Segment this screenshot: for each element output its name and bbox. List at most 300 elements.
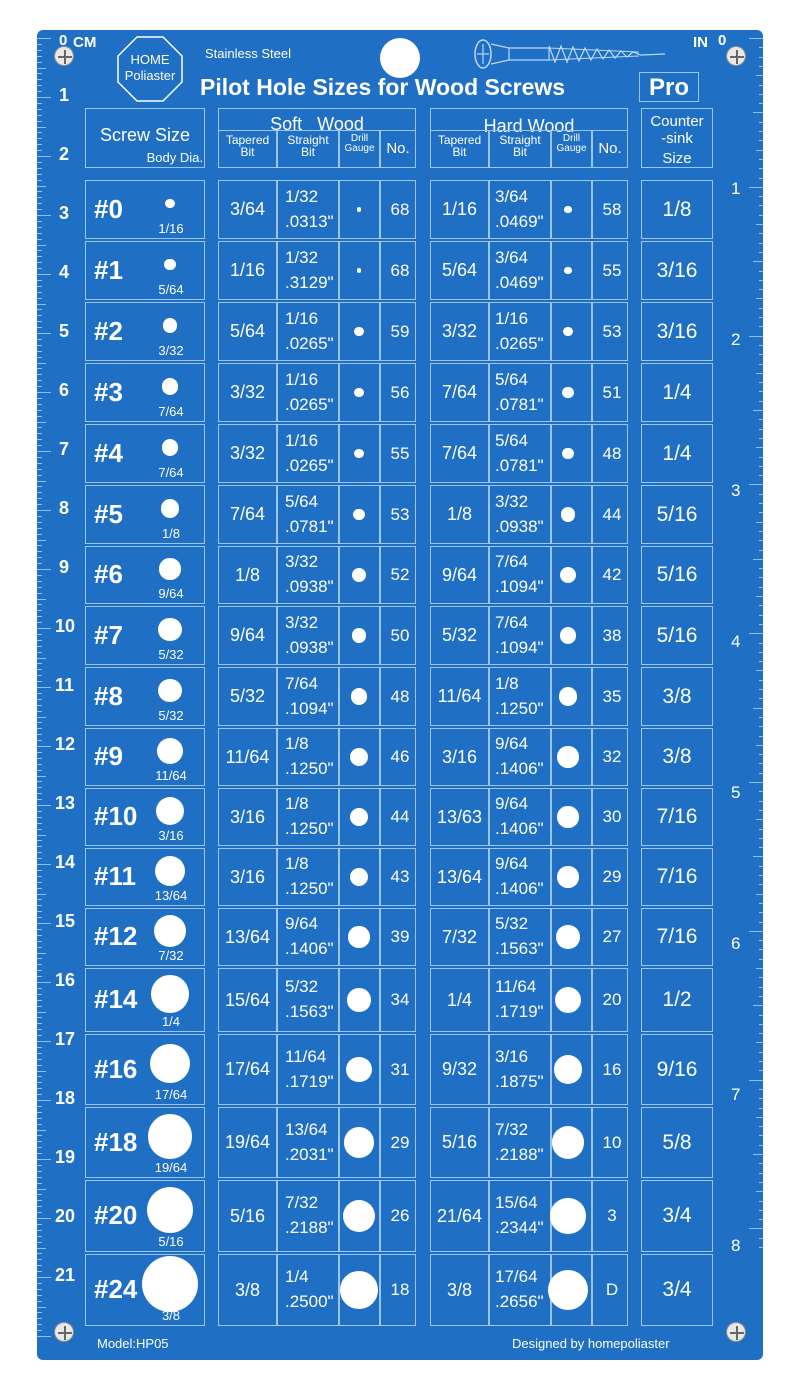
hard-straight-fraction: 5/32	[495, 914, 529, 933]
soft-tapered-value: 3/32	[229, 443, 266, 463]
cm-tick	[37, 746, 51, 747]
body-dia-hole	[158, 679, 181, 702]
countersink-value: 3/8	[662, 684, 692, 708]
cm-tick	[37, 557, 42, 558]
cm-tick	[37, 115, 42, 116]
cm-tick	[37, 162, 42, 163]
cm-tick	[37, 840, 42, 841]
body-dia-label: 3/16	[158, 828, 184, 843]
cm-tick	[37, 398, 42, 399]
cm-tick	[37, 1006, 42, 1007]
inch-tick	[759, 689, 763, 690]
soft-tapered-value: 3/16	[229, 806, 266, 827]
hard-tapered-value: 3/16	[441, 746, 478, 767]
inch-number: 6	[731, 934, 741, 953]
inch-number: 4	[731, 632, 741, 651]
hard-straight-fraction: 3/64	[495, 247, 529, 267]
inch-tick	[759, 577, 763, 578]
body-dia-label: 13/64	[154, 888, 188, 903]
inch-number: 8	[731, 1236, 741, 1255]
inch-tick	[759, 419, 763, 420]
soft-straight-fraction: 1/16	[285, 369, 319, 389]
soft-straight-decimal: .0781"	[285, 516, 334, 536]
inch-tick	[759, 884, 763, 885]
screw-size-label: #9	[94, 741, 123, 771]
soft-tapered-value: 3/32	[229, 382, 266, 402]
hard-straight-decimal: .1094"	[495, 637, 544, 657]
cm-tick	[37, 740, 42, 741]
inch-tick	[759, 977, 763, 978]
header-counter2: -sink	[661, 130, 693, 147]
cm-tick	[37, 958, 42, 959]
inch-tick	[759, 1135, 763, 1136]
screw-icon	[54, 1322, 74, 1342]
hard-straight-decimal: .1875"	[495, 1071, 544, 1091]
body-dia-label: 11/64	[155, 768, 187, 783]
screw-size-label: #7	[94, 619, 123, 650]
inch-tick	[759, 122, 763, 123]
soft-tapered-value: 7/64	[229, 504, 266, 524]
cm-tick	[37, 339, 42, 340]
cm-number: 19	[55, 1147, 76, 1167]
inch-tick	[753, 856, 763, 857]
cm-tick	[37, 876, 42, 877]
hard-straight-fraction: 5/64	[495, 430, 529, 450]
hard-drill-hole	[555, 987, 581, 1013]
inch-tick	[749, 782, 763, 783]
cm-number: 8	[59, 498, 70, 518]
cm-tick	[37, 728, 42, 729]
body-dia-label: 7/32	[158, 948, 184, 963]
cm-tick	[37, 923, 51, 924]
cm-number: 11	[55, 675, 75, 695]
cm-number: 13	[55, 793, 76, 813]
soft-gauge-no: 46	[390, 747, 410, 766]
cm-tick	[37, 1171, 42, 1172]
inch-tick	[759, 252, 763, 253]
inch-tick	[756, 894, 763, 895]
soft-straight-fraction: 3/32	[285, 612, 319, 632]
soft-straight-fraction: 7/32	[285, 1193, 319, 1212]
soft-drill-hole	[354, 449, 363, 458]
screw-size-label: #10	[94, 801, 138, 831]
cm-tick	[37, 1271, 42, 1272]
screw-icon	[54, 46, 74, 66]
cm-tick	[37, 174, 42, 175]
inch-tick	[756, 447, 763, 448]
inch-tick	[756, 75, 763, 76]
cm-tick	[37, 899, 42, 900]
inch-tick	[759, 1052, 763, 1053]
hard-straight-decimal: .1406"	[495, 879, 544, 898]
inch-ruler	[721, 30, 763, 1360]
cm-tick	[37, 687, 51, 688]
cm-tick	[37, 823, 42, 824]
inch-number: 2	[731, 330, 741, 349]
cm-tick	[37, 811, 42, 812]
page-title: Pilot Hole Sizes for Wood Screws	[200, 74, 566, 100]
soft-gauge-no: 53	[390, 504, 410, 524]
inch-tick	[759, 1108, 763, 1109]
cm-tick	[37, 433, 42, 434]
soft-straight-decimal: .1406"	[285, 939, 334, 958]
inch-tick	[759, 1219, 763, 1220]
cm-tick	[37, 787, 42, 788]
soft-straight-fraction: 5/64	[285, 491, 319, 511]
soft-gauge-no: 50	[390, 625, 410, 645]
cm-label: CM	[73, 34, 97, 51]
cm-tick	[37, 658, 46, 659]
hard-gauge-no: 51	[602, 382, 622, 402]
hard-tapered-value: 7/64	[441, 443, 478, 463]
cm-tick	[37, 44, 42, 45]
cm-tick	[37, 1012, 46, 1013]
cm-tick	[37, 127, 46, 128]
cm-tick	[37, 97, 51, 98]
inch-tick	[759, 680, 763, 681]
cm-tick	[37, 439, 42, 440]
hard-straight-decimal: .1406"	[495, 819, 544, 838]
cm-tick	[37, 604, 42, 605]
soft-straight-fraction: 3/32	[285, 552, 319, 571]
soft-tapered-value: 19/64	[224, 1132, 271, 1152]
inch-tick	[759, 903, 763, 904]
body-dia-label: 7/64	[158, 465, 184, 480]
soft-straight-decimal: .1719"	[285, 1071, 334, 1091]
screw-size-label: #3	[94, 376, 123, 407]
cm-tick	[37, 304, 46, 305]
body-dia-hole	[165, 199, 174, 208]
soft-straight-decimal: .1250"	[285, 879, 334, 898]
cm-tick	[37, 351, 42, 352]
inch-tick	[753, 559, 763, 560]
body-dia-label: 3/8	[161, 1308, 181, 1323]
soft-straight-fraction: 5/32	[285, 977, 319, 996]
cm-tick	[37, 929, 42, 930]
model-label: Model:HP05	[97, 1336, 169, 1351]
inch-tick	[759, 271, 763, 272]
cm-tick	[37, 593, 42, 594]
inch-tick	[759, 726, 763, 727]
soft-straight-fraction: 1/8	[285, 734, 309, 753]
cm-tick	[37, 717, 46, 718]
body-dia-hole	[163, 318, 177, 332]
cm-tick	[37, 846, 42, 847]
inch-tick	[753, 708, 763, 709]
cm-tick	[37, 180, 42, 181]
inch-tick	[759, 401, 763, 402]
soft-tapered-value: 5/64	[229, 321, 266, 341]
cm-number: 5	[59, 321, 70, 341]
hard-drill-hole	[563, 327, 572, 336]
hard-drill-hole	[559, 687, 578, 706]
cm-tick	[37, 327, 42, 328]
screw-size-label: #1	[94, 254, 123, 285]
inch-tick	[756, 670, 763, 671]
cm-tick	[37, 870, 42, 871]
hard-straight-fraction: 3/16	[495, 1046, 529, 1066]
cm-tick	[37, 357, 42, 358]
soft-subheader-straight-label: Straight Bit	[287, 133, 329, 159]
hard-wood-cell	[489, 1107, 551, 1178]
inch-tick	[759, 66, 763, 67]
hard-straight-fraction: 9/64	[495, 794, 529, 813]
inch-tick	[759, 475, 763, 476]
cm-tick	[37, 1065, 42, 1066]
cm-tick	[37, 681, 42, 682]
cm-tick	[37, 646, 42, 647]
soft-straight-fraction: 1/32	[285, 186, 319, 206]
soft-straight-decimal: .0265"	[285, 455, 334, 475]
cm-tick	[37, 675, 42, 676]
cm-tick	[37, 1295, 42, 1296]
cm-tick	[37, 1194, 42, 1195]
inch-tick	[759, 345, 763, 346]
cm-tick	[37, 758, 42, 759]
hard-gauge-no: 58	[602, 199, 622, 219]
cm-tick	[37, 669, 42, 670]
soft-subheader-drill-label: Drill Gauge	[344, 133, 375, 154]
logo-line1: HOME	[130, 52, 170, 67]
inch-tick	[759, 205, 763, 206]
inch-tick	[749, 633, 763, 634]
inch-tick	[759, 652, 763, 653]
inch-number: 5	[731, 783, 741, 802]
soft-gauge-no: 26	[390, 1206, 410, 1225]
hard-straight-decimal: .1094"	[495, 577, 544, 596]
soft-straight-fraction: 1/4	[285, 1267, 309, 1286]
cm-number: 3	[59, 203, 70, 223]
hard-gauge-no: 38	[602, 625, 622, 645]
soft-tapered-value: 15/64	[224, 989, 271, 1010]
cm-tick	[37, 416, 42, 417]
cm-tick	[37, 457, 42, 458]
inch-tick	[759, 754, 763, 755]
soft-straight-decimal: .2031"	[285, 1144, 334, 1164]
cm-number: 7	[59, 439, 70, 459]
inch-tick	[749, 484, 763, 485]
cm-tick	[37, 1029, 42, 1030]
inch-number: 3	[731, 481, 741, 500]
hard-tapered-value: 5/32	[441, 625, 478, 645]
cm-tick	[37, 50, 42, 51]
cm-tick	[37, 534, 42, 535]
inch-tick	[749, 931, 763, 932]
cm-tick	[37, 1212, 42, 1213]
cm-tick	[37, 693, 42, 694]
hard-drill-hole	[560, 627, 576, 643]
hard-gauge-no: D	[605, 1280, 619, 1299]
soft-wood-cell	[277, 1254, 339, 1326]
soft-drill-hole	[352, 568, 366, 582]
countersink-value: 5/8	[662, 1130, 692, 1154]
soft-gauge-no: 55	[390, 443, 410, 463]
cm-tick	[37, 481, 46, 482]
countersink-value: 3/8	[662, 745, 692, 768]
screw-size-label: #2	[94, 315, 123, 346]
cm-tick	[37, 245, 46, 246]
cm-tick	[37, 982, 51, 983]
inch-number: 1	[731, 179, 741, 198]
inch-tick	[759, 875, 763, 876]
cm-tick	[37, 1118, 42, 1119]
cm-tick	[37, 905, 42, 906]
cm-tick	[37, 504, 42, 505]
cm-tick	[37, 1183, 42, 1184]
cm-tick	[37, 569, 51, 570]
cm-tick	[37, 752, 42, 753]
countersink-value: 1/8	[662, 197, 692, 221]
cm-tick	[37, 1265, 42, 1266]
body-dia-hole	[151, 975, 189, 1013]
inch-tick	[759, 1015, 763, 1016]
inch-tick	[759, 661, 763, 662]
cm-tick	[37, 817, 42, 818]
cm-tick	[37, 1236, 42, 1237]
hard-drill-hole	[550, 1198, 585, 1233]
cm-tick	[37, 1336, 51, 1337]
body-dia-hole	[157, 738, 183, 764]
cm-ruler	[37, 30, 79, 1360]
hard-gauge-no: 10	[602, 1132, 622, 1152]
wood-screw-icon	[469, 36, 669, 72]
inch-tick	[759, 457, 763, 458]
inch-tick	[759, 1238, 763, 1239]
inch-tick	[759, 354, 763, 355]
soft-drill-hole	[346, 1057, 372, 1083]
inch-tick	[756, 298, 763, 299]
cm-tick	[37, 422, 46, 423]
cm-tick	[37, 941, 42, 942]
hard-straight-decimal: .2188"	[495, 1144, 544, 1164]
soft-drill-hole	[344, 1127, 374, 1157]
cm-tick	[37, 793, 42, 794]
cm-tick	[37, 770, 42, 771]
cm-tick	[37, 227, 42, 228]
soft-straight-decimal: .0938"	[285, 577, 334, 596]
cm-tick	[37, 1112, 42, 1113]
inch-tick	[756, 1042, 763, 1043]
cm-tick	[37, 215, 51, 216]
inch-tick	[749, 1228, 763, 1229]
body-dia-hole	[148, 1114, 193, 1159]
hard-tapered-value: 5/64	[441, 260, 478, 280]
soft-tapered-value: 9/64	[229, 625, 266, 645]
screw-size-label: #24	[94, 1274, 138, 1304]
soft-straight-fraction: 1/32	[285, 247, 319, 267]
countersink-value: 1/4	[662, 441, 692, 465]
cm-tick	[37, 734, 42, 735]
soft-gauge-no: 48	[390, 686, 410, 706]
soft-wood-cell	[277, 1180, 339, 1252]
inch-tick	[756, 819, 763, 820]
inch-tick	[759, 178, 763, 179]
countersink-value: 7/16	[656, 865, 698, 888]
soft-straight-fraction: 7/64	[285, 673, 319, 693]
cm-tick	[37, 345, 42, 346]
cm-number: 1	[59, 85, 70, 105]
inch-tick	[759, 466, 763, 467]
cm-tick	[37, 1100, 51, 1101]
soft-gauge-no: 31	[390, 1059, 410, 1079]
inch-tick	[759, 922, 763, 923]
soft-drill-hole	[348, 926, 369, 947]
hard-gauge-no: 29	[602, 867, 622, 886]
cm-tick	[37, 386, 42, 387]
inch-tick	[759, 103, 763, 104]
inch-tick	[759, 196, 763, 197]
inch-tick	[759, 912, 763, 913]
inch-tick	[753, 261, 763, 262]
soft-tapered-value: 11/64	[225, 746, 270, 767]
hard-straight-decimal: .0938"	[495, 516, 544, 536]
soft-gauge-no: 43	[390, 867, 410, 886]
inch-tick	[759, 1098, 763, 1099]
inch-tick	[759, 940, 763, 941]
inch-tick	[759, 810, 763, 811]
cm-number: 20	[55, 1206, 76, 1226]
cm-tick	[37, 298, 42, 299]
inch-tick	[759, 429, 763, 430]
cm-tick	[37, 1076, 42, 1077]
inch-tick	[759, 1173, 763, 1174]
cm-number: 21	[55, 1265, 76, 1285]
screw-size-label: #14	[94, 984, 138, 1014]
hard-gauge-no: 35	[602, 686, 622, 706]
inch-tick	[759, 801, 763, 802]
hard-straight-fraction: 9/64	[495, 734, 529, 753]
in-label: IN	[693, 34, 708, 51]
cm-tick	[37, 935, 42, 936]
hard-straight-fraction: 7/64	[495, 612, 529, 632]
header-hard-wood-label: Hard Wood	[483, 116, 575, 136]
hard-straight-decimal: .2344"	[495, 1218, 544, 1237]
cm-tick	[37, 256, 42, 257]
hard-tapered-value: 13/64	[436, 866, 483, 887]
screw-size-label: #16	[94, 1053, 138, 1084]
cm-tick	[37, 68, 46, 69]
soft-drill-hole	[347, 988, 370, 1011]
hard-tapered-value: 9/32	[441, 1059, 478, 1079]
cm-tick	[37, 1130, 46, 1131]
hard-gauge-no: 30	[602, 807, 622, 826]
cm-tick	[37, 1200, 42, 1201]
inch-tick	[749, 1080, 763, 1081]
cm-number: 4	[59, 262, 70, 282]
cm-tick	[37, 1206, 42, 1207]
inch-tick	[759, 512, 763, 513]
cm-tick	[37, 947, 42, 948]
soft-drill-hole	[354, 388, 363, 397]
body-dia-hole	[156, 797, 184, 825]
soft-straight-fraction: 1/8	[285, 794, 309, 813]
soft-wood-cell	[277, 1107, 339, 1178]
screw-icon	[726, 1322, 746, 1342]
inch-tick	[753, 1005, 763, 1006]
cm-number: 9	[59, 557, 70, 577]
soft-tapered-value: 5/16	[229, 1205, 266, 1226]
hard-subheader-straight-label: Straight Bit	[499, 133, 541, 159]
hard-straight-fraction: 1/16	[495, 308, 529, 328]
screw-icon	[726, 46, 746, 66]
hard-drill-hole	[562, 448, 574, 460]
inch-tick	[759, 391, 763, 392]
cm-tick	[37, 380, 42, 381]
cm-tick	[37, 864, 51, 865]
hard-straight-fraction: 5/64	[495, 369, 529, 389]
soft-straight-fraction: 9/64	[285, 914, 319, 933]
cm-tick	[37, 705, 42, 706]
